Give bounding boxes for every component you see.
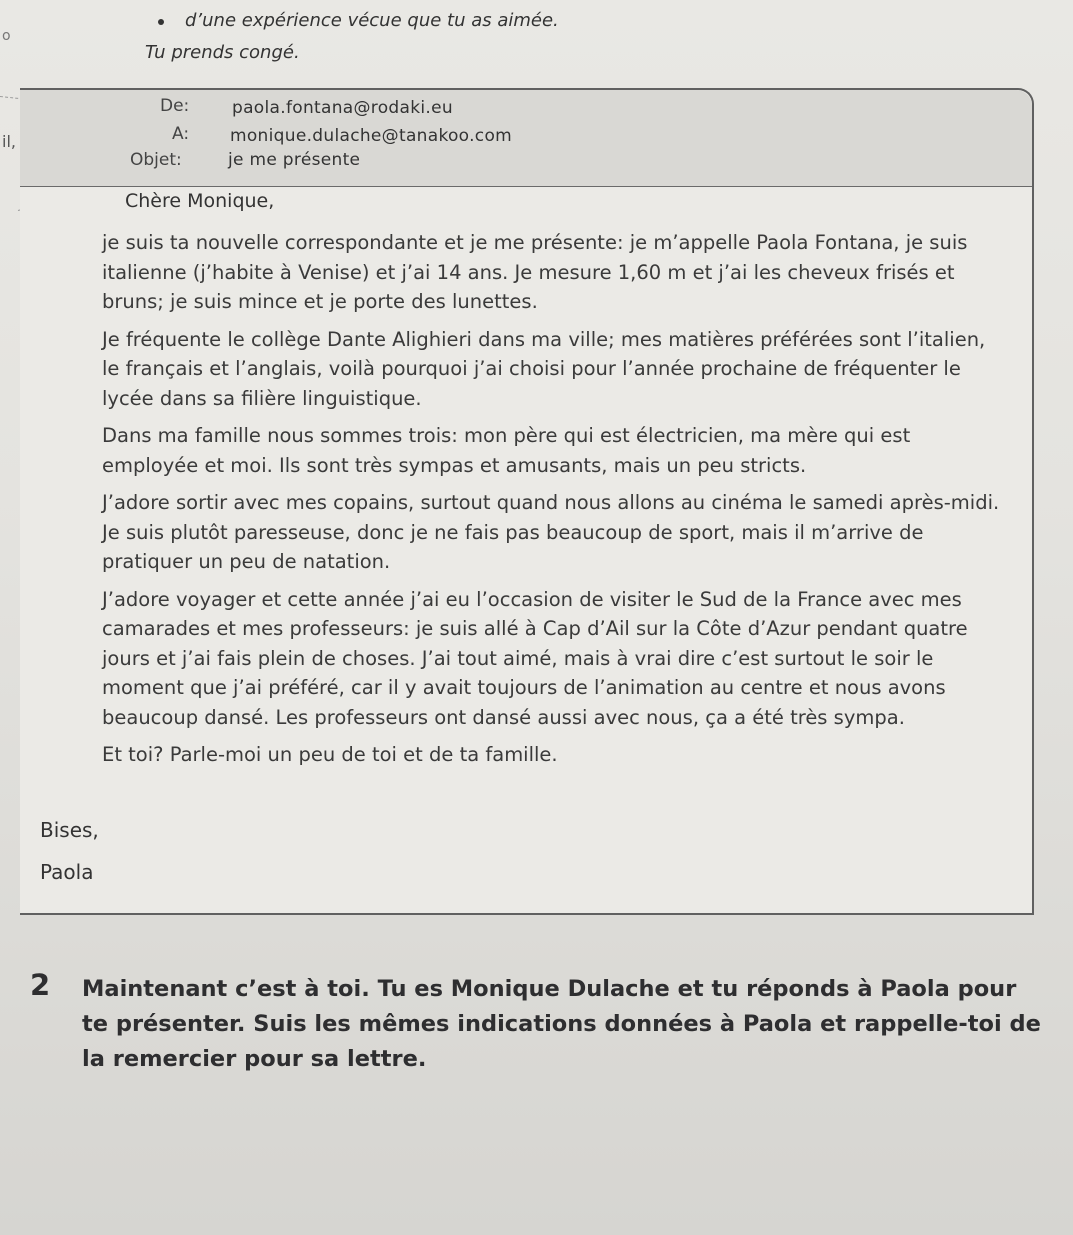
bullet-dot-icon (158, 19, 164, 25)
email-paragraph: je suis ta nouvelle correspondante et je me présente: je m’appelle Paola Fontana, je suis italienne (j’habite à Venise) et j’ai 14 ans. Je mesure 1,60 m et j’ai les cheveux frisés et bruns; je suis mince et je porte des lunettes. (102, 231, 968, 313)
email-paragraph: J’adore sortir avec mes copains, surtout quand nous allons au cinéma le samedi après-midi. Je suis plutôt paresseuse, donc je ne fais pas beaucoup de sport, mais il m’arrive de pratiquer un peu de natation. (102, 491, 1000, 573)
stray-mark-margin: il, (2, 132, 16, 151)
from-value: paola.fontana@rodaki.eu (232, 98, 453, 118)
exercise-instruction: Maintenant c’est à toi. Tu es Monique Dulache et tu réponds à Paola pour te présenter. Suis les mêmes indications données à Paola et rappelle-toi de la remercier pour sa lettre. (82, 976, 1041, 1072)
email-message (20, 88, 1034, 915)
email-body (102, 228, 1007, 778)
email-greeting: Chère Monique, (125, 190, 275, 212)
instruction-note (145, 8, 1025, 66)
instruction-closing: Tu prends congé. (145, 42, 300, 63)
email-paragraph: Dans ma famille nous sommes trois: mon père qui est électricien, ma mère qui est employée et moi. Ils sont très sympas et amusants, mais un peu stricts. (102, 424, 911, 477)
instruction-bullet-text: d’une expérience vécue que tu as aimée. (185, 10, 559, 31)
email-paragraph: J’adore voyager et cette année j’ai eu l’occasion de visiter le Sud de la France avec mes camarades et mes professeurs: je suis allé à Cap d’Ail sur la Côte d’Azur pendant quatre jours et j’ai fais plein de choses. J’ai tout aimé, mais à vrai dire c’est surtout le soir le moment que j’ai préféré, car il y avait toujours de l’animation au centre et nous avons beaucoup dansé. Les professeurs ont dansé aussi avec nous, ça a été très sympa. (102, 587, 968, 729)
to-label: A: (172, 124, 190, 144)
exercise-number: 2 (30, 968, 51, 1002)
email-paragraph: Je fréquente le collège Dante Alighieri dans ma ville; mes matières préférées sont l’italien, le français et l’anglais, voilà pourquoi j’ai choisi pour l’année prochaine de fréquenter le lycée dans sa filière linguistique. (102, 327, 986, 410)
exercise-task (30, 968, 1050, 1077)
email-header (20, 90, 1032, 187)
stray-mark-circle: o (2, 28, 11, 44)
subject-label: Objet: (130, 150, 182, 170)
email-signature: Paola (40, 860, 94, 884)
email-paragraph: Et toi? Parle-moi un peu de toi et de ta famille. (102, 743, 558, 766)
email-signoff: Bises, (40, 818, 99, 842)
to-value: monique.dulache@tanakoo.com (230, 126, 513, 146)
subject-value: je me présente (228, 150, 361, 170)
instruction-bullet (145, 8, 1025, 34)
from-label: De: (160, 96, 190, 116)
